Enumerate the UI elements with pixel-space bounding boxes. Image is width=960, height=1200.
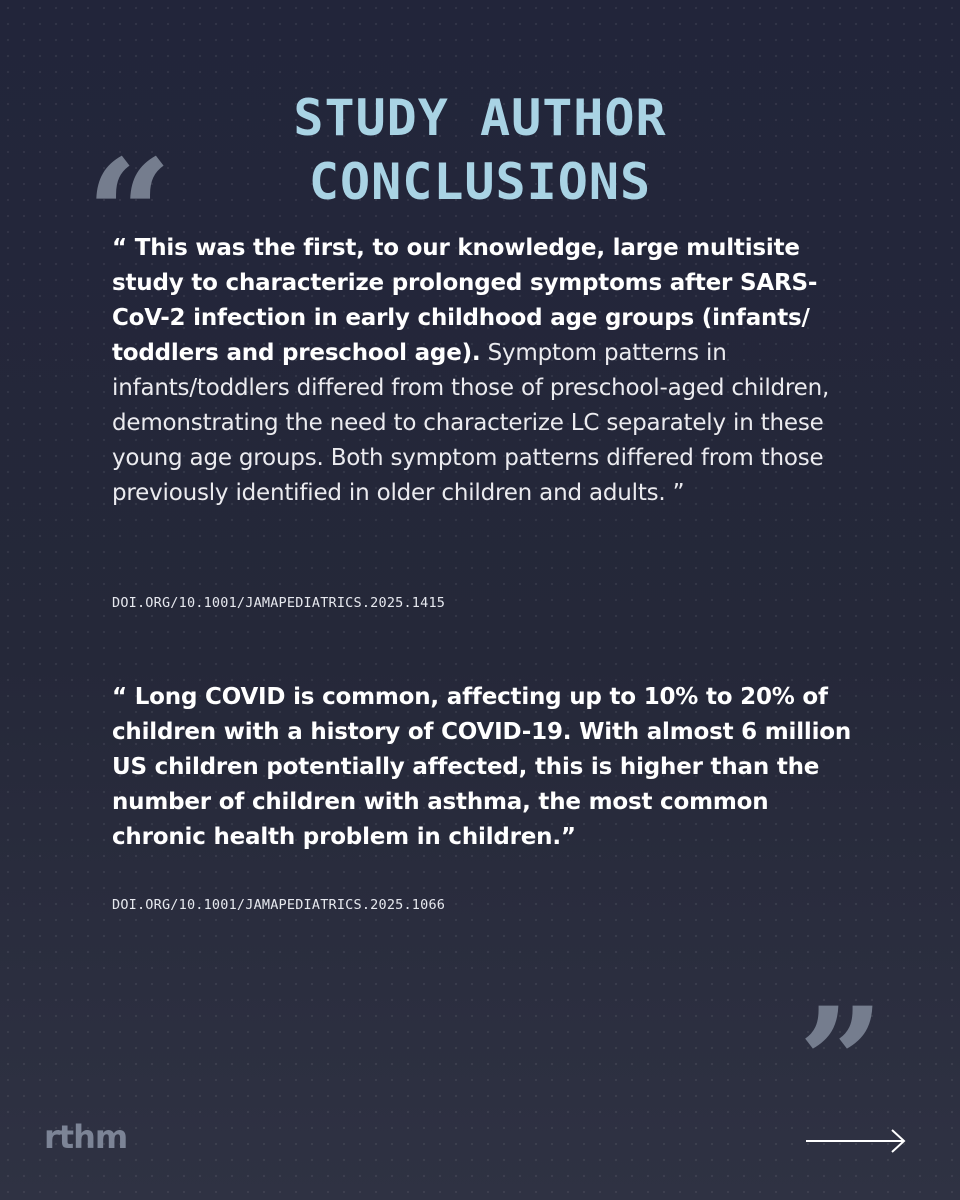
quote-1-source: DOI.ORG/10.1001/JAMAPEDIATRICS.2025.1415 <box>112 595 446 611</box>
quote-2: “ Long COVID is common, affecting up to 10% to 20% of children with a history of COVID-19. With almost 6 million US children potentially affected, this is higher than the number of children with asthma, the most common chronic health problem in children.” <box>112 684 852 850</box>
title-line-2: CONCLUSIONS <box>308 153 652 211</box>
open-quote-icon: “ <box>86 127 173 303</box>
arrow-right-icon[interactable] <box>804 1124 908 1158</box>
quote-1 <box>112 231 852 511</box>
brand-logo: rthm <box>44 1118 128 1156</box>
quote-2-source: DOI.ORG/10.1001/JAMAPEDIATRICS.2025.1066 <box>112 897 446 913</box>
close-quote-icon: ” <box>798 975 885 1151</box>
quote-1-body-text: Symptom patterns in infants/toddlers differed from those of preschool-aged children, demonstrating the need to characterize LC separately in these young age groups. Both symptom patterns differed from those previously identified in older children and adults. ” <box>112 340 830 506</box>
quote-1-bold-text: “ This was the first, to our knowledge, large multisite study to characterize prolonged symptoms after SARS-CoV-2 infection in early childhood age groups (infants/ toddlers and preschool age). <box>112 235 818 366</box>
title-line-1: STUDY AUTHOR <box>293 89 667 147</box>
arrow-right-icon-graphic <box>804 1124 908 1158</box>
